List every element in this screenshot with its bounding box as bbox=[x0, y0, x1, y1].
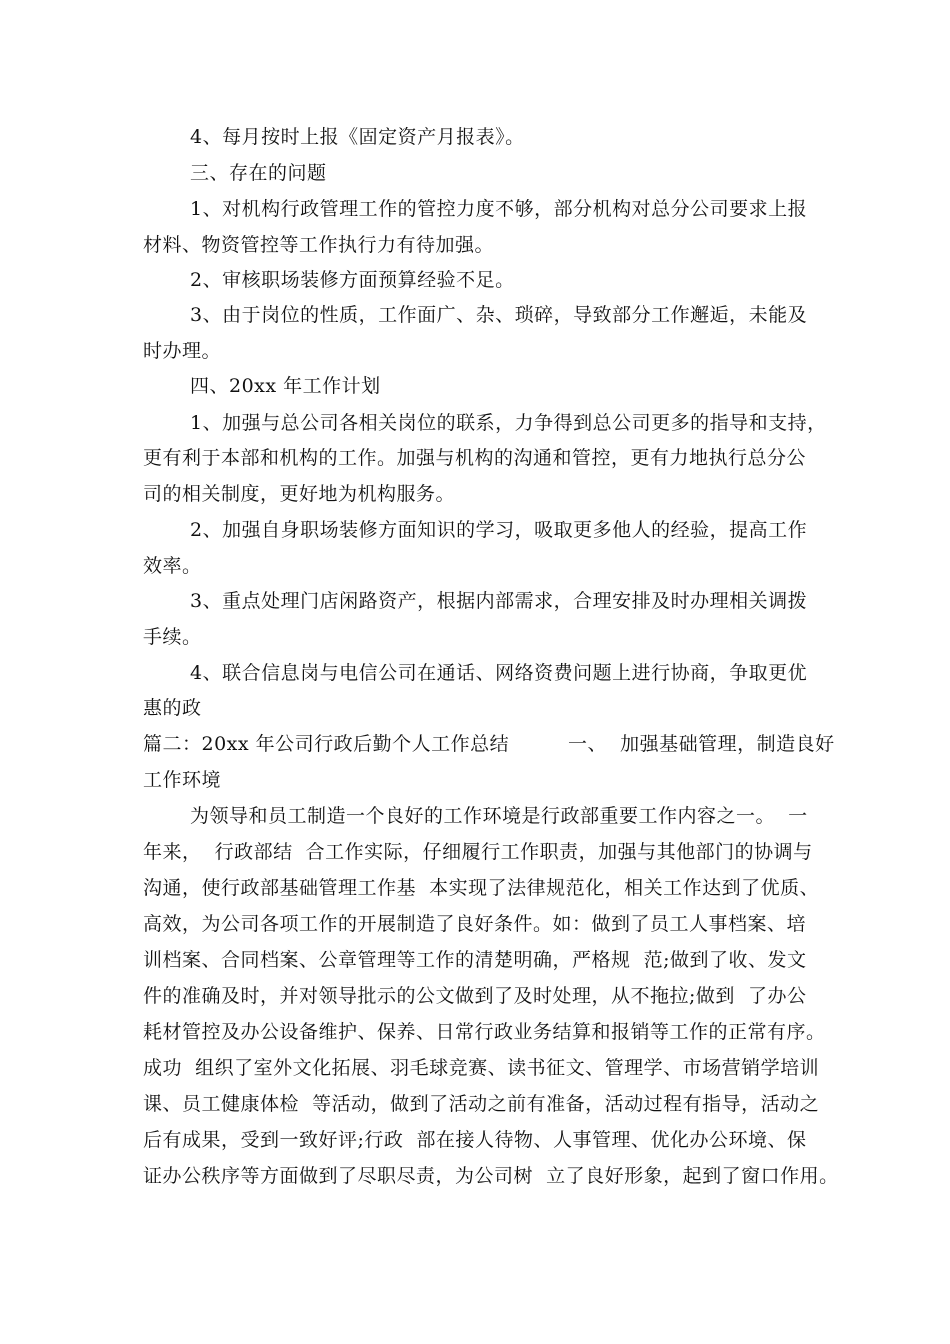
paragraph-line: 1、加强与总公司各相关岗位的联系，力争得到总公司更多的指导和支持， bbox=[190, 412, 827, 434]
paragraph-line: 更有利于本部和机构的工作。加强与机构的沟通和管控，更有力地执行总分公 bbox=[143, 447, 807, 469]
paragraph-line: 手续。 bbox=[143, 626, 202, 648]
paragraph-line: 1、对机构行政管理工作的管控力度不够，部分机构对总分公司要求上报 bbox=[190, 198, 808, 220]
section-heading: 四、20xx 年工作计划 bbox=[190, 375, 381, 397]
paragraph-line: 时办理。 bbox=[143, 340, 222, 362]
paragraph-line: 训档案、合同档案、公章管理等工作的清楚明确，严格规 范;做到了收、发文 bbox=[143, 949, 807, 971]
chapter-heading: 篇二：20xx 年公司行政后勤个人工作总结 一、 加强基础管理，制造良好 bbox=[143, 733, 835, 755]
paragraph-line: 3、重点处理门店闲路资产，根据内部需求，合理安排及时办理相关调拨 bbox=[190, 590, 808, 612]
paragraph-line: 成功 组织了室外文化拓展、羽毛球竞赛、读书征文、管理学、市场营销学培训 bbox=[143, 1057, 820, 1079]
section-heading: 三、存在的问题 bbox=[190, 162, 327, 184]
paragraph-line: 3、由于岗位的性质，工作面广、杂、琐碎，导致部分工作邂逅，未能及 bbox=[190, 304, 808, 326]
paragraph-line: 2、审核职场装修方面预算经验不足。 bbox=[190, 269, 515, 291]
paragraph-line: 为领导和员工制造一个良好的工作环境是行政部重要工作内容之一。 一 bbox=[190, 805, 808, 827]
paragraph-line: 司的相关制度，更好地为机构服务。 bbox=[143, 483, 456, 505]
paragraph-line: 件的准确及时，并对领导批示的公文做到了及时处理，从不拖拉;做到 了办公 bbox=[143, 985, 807, 1007]
paragraph-line: 惠的政 bbox=[143, 697, 202, 719]
paragraph-line: 后有成果，受到一致好评;行政 部在接人待物、人事管理、优化办公环境、保 bbox=[143, 1129, 807, 1151]
paragraph-line: 2、加强自身职场装修方面知识的学习，吸取更多他人的经验，提高工作 bbox=[190, 519, 808, 541]
paragraph-line: 沟通，使行政部基础管理工作基 本实现了法律规范化，相关工作达到了优质、 bbox=[143, 877, 820, 899]
paragraph-line: 4、每月按时上报《固定资产月报表》。 bbox=[190, 126, 525, 148]
paragraph-line: 4、联合信息岗与电信公司在通话、网络资费问题上进行协商，争取更优 bbox=[190, 662, 808, 684]
paragraph-line: 证办公秩序等方面做到了尽职尽责，为公司树 立了良好形象，起到了窗口作用。 bbox=[143, 1165, 839, 1187]
paragraph-line: 材料、物资管控等工作执行力有待加强。 bbox=[143, 234, 495, 256]
paragraph-line: 耗材管控及办公设备维护、保养、日常行政业务结算和报销等工作的正常有序。 bbox=[143, 1021, 826, 1043]
paragraph-line: 效率。 bbox=[143, 555, 202, 577]
paragraph-line: 年来， 行政部结 合工作实际，仔细履行工作职责，加强与其他部门的协调与 bbox=[143, 841, 813, 863]
paragraph-line: 课、员工健康体检 等活动，做到了活动之前有准备，活动过程有指导，活动之 bbox=[143, 1093, 820, 1115]
chapter-heading: 工作环境 bbox=[143, 769, 222, 791]
paragraph-line: 高效，为公司各项工作的开展制造了良好条件。如：做到了员工人事档案、培 bbox=[143, 913, 807, 935]
